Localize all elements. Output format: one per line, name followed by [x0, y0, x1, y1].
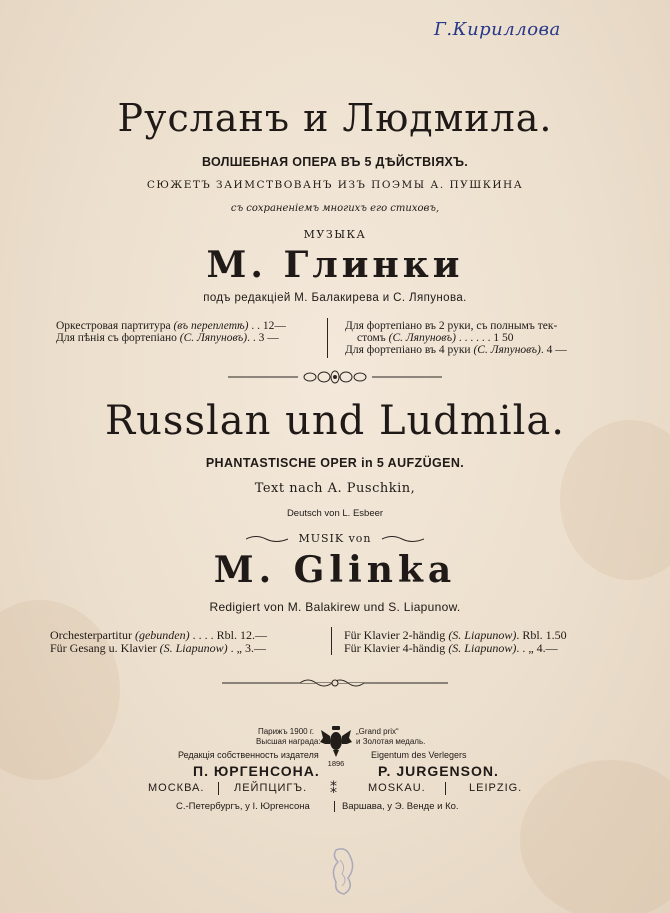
price-line: Для фортепіано въ 4 руки (С. Ляпуновъ). 4 —	[345, 344, 567, 356]
russian-note: съ сохраненіемъ многихъ его стиховъ,	[230, 203, 440, 214]
award-de-1: „Grand prix“	[356, 727, 399, 736]
city-leipzig-de: LEIPZIG.	[469, 782, 523, 794]
ornament-divider	[222, 676, 448, 690]
german-text-by: Text nach A. Puschkin,	[254, 481, 416, 496]
imperial-eagle-emblem	[320, 724, 352, 758]
price-line: Orchesterpartitur (gebunden) . . . . Rbl. 12.—	[50, 628, 267, 642]
city-moscow-ru: МОСКВА.	[148, 782, 205, 794]
handwritten-signature: Г.Кириллова	[434, 19, 561, 40]
price-line: Для фортепіано въ 2 руки, съ полнымъ тек-	[345, 320, 558, 332]
award-ru-1: Парижъ 1900 г.	[257, 727, 314, 736]
publisher-name-ru: П. ЮРГЕНСОНА.	[193, 763, 320, 779]
property-ru: Редакція собственность издателя	[178, 750, 319, 760]
paper-stain	[0, 600, 120, 780]
separator	[334, 801, 335, 812]
russian-title: Русланъ и Людмила.	[117, 96, 553, 140]
russian-editors: подъ редакціей М. Балакирева и С. Ляпунова.	[203, 292, 467, 304]
russian-subtitle: ВОЛШЕБНАЯ ОПЕРА ВЪ 5 ДѢЙСТВІЯХЪ.	[201, 155, 469, 169]
year: 1896	[327, 759, 345, 768]
price-line: Für Klavier 4-händig (S. Liapunow). . „ 4.—	[344, 641, 558, 655]
russian-music-label: МУЗЫКА	[303, 228, 367, 241]
ornament-divider	[228, 369, 442, 385]
branch-warsaw: Варшава, у Э. Венде и Ко.	[342, 801, 459, 812]
branch-petersburg: С.-Петербургъ, у І. Юргенсона	[176, 801, 310, 812]
german-music-label: MUSIK von	[298, 532, 372, 545]
star-ornament: ⁑	[330, 780, 337, 796]
german-editors: Redigiert von M. Balakirew und S. Liapunow.	[209, 600, 461, 614]
russian-composer: М. Глинки	[206, 244, 464, 286]
price-line: Оркестровая партитура (въ переплетѣ) . . 12—	[56, 320, 286, 332]
award-de-2: и Золотая медаль.	[356, 737, 426, 746]
paper-stain	[520, 760, 670, 913]
price-line: Für Klavier 2-händig (S. Liapunow). Rbl. 1.50	[344, 628, 567, 642]
price-line: стомъ (С. Ляпуновъ) . . . . . . 1 50	[357, 332, 514, 344]
property-de: Eigentum des Verlegers	[371, 750, 467, 760]
library-stamp	[326, 846, 362, 898]
column-divider	[331, 627, 332, 655]
column-divider	[327, 318, 328, 358]
publisher-name-de: P. JURGENSON.	[378, 763, 499, 779]
german-translation: Deutsch von L. Esbeer	[286, 508, 384, 519]
russian-source: СЮЖЕТЪ ЗАИМСТВОВАНЪ ИЗЪ ПОЭМЫ А. ПУШКИНА	[146, 179, 524, 191]
award-ru-2: Высшая награда:	[256, 737, 321, 746]
german-subtitle: PHANTASTISCHE OPER in 5 AUFZÜGEN.	[205, 456, 465, 470]
price-line: Für Gesang u. Klavier (S. Liapunow) . „ 3.—	[50, 641, 266, 655]
price-line: Для пѣнія съ фортепіано (С. Ляпуновъ). . 3 —	[56, 332, 279, 344]
separator	[218, 782, 219, 795]
city-leipzig-ru: ЛЕЙПЦИГЪ.	[234, 782, 308, 794]
separator	[445, 782, 446, 795]
city-moscow-de: MOSKAU.	[368, 782, 426, 794]
german-title: Russlan und Ludmila.	[105, 398, 565, 444]
german-composer: M. Glinka	[213, 549, 457, 591]
